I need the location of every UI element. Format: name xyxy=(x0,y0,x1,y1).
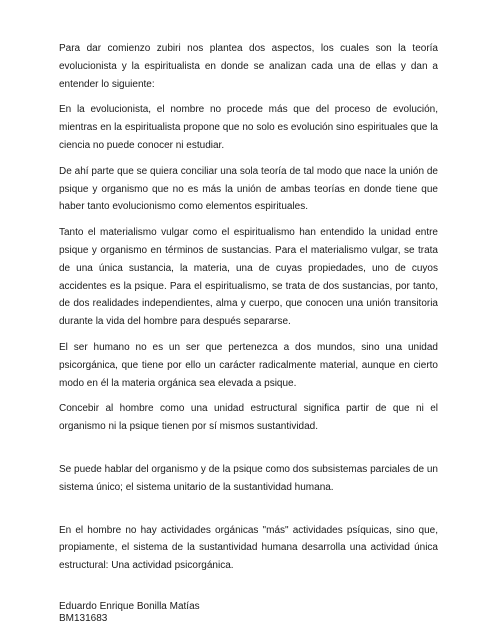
paragraph-4: Tanto el materialismo vulgar como el espiritualismo han entendido la unidad entre psique y organismo en términos de sustancias. Para el materialismo vulgar, se trata de una única sustancia, la materia, una de cuyas propiedades, uno de cuyos accidentes es la psique. Para el espiritualismo, se trata de dos sustancias, por tanto, de dos realidades independientes, alma y cuerpo, que conocen una unión transitoria durante la vida del hombre para después separarse. xyxy=(59,227,438,328)
paragraph-1: Para dar comienzo zubiri nos plantea dos aspectos, los cuales son la teoría evolucionista y la espiritualista en donde se analizan cada una de ellas y dan a entender lo siguiente: xyxy=(59,43,438,90)
paragraph-7: Se puede hablar del organismo y de la psique como dos subsistemas parciales de un sistema único; el sistema unitario de la sustantividad humana. xyxy=(59,463,438,493)
paragraph-8: En el hombre no hay actividades orgánicas "más" actividades psíquicas, sino que, propiamente, el sistema de la sustantividad humana desarrolla una actividad única estructural: Una actividad psicorgánica. xyxy=(59,524,438,572)
author-name: Eduardo Enrique Bonilla Matías xyxy=(59,600,200,612)
paragraph-2: En la evolucionista, el nombre no procede más que del proceso de evolución, mientras en la espiritualista propone que no solo es evolución sino espirituales que la ciencia no puede conocer ni estudiar. xyxy=(59,104,438,151)
author-id: BM131683 xyxy=(59,612,108,624)
document-page xyxy=(59,40,438,625)
paragraph-spacer xyxy=(59,497,438,522)
paragraph-spacer xyxy=(59,331,438,339)
paragraph-6: Concebir al hombre como una unidad estructural significa partir de que ni el organismo ni la psique tienen por sí mismos sustantividad. xyxy=(59,403,438,433)
paragraph-spacer xyxy=(59,93,438,101)
paragraph-spacer xyxy=(59,575,438,601)
paragraph-spacer xyxy=(59,155,438,163)
paragraph-spacer xyxy=(59,392,438,400)
paragraph-3: De ahí parte que se quiera conciliar una sola teoría de tal modo que nace la unión de psique y organismo que no es más la unión de ambas teorías en donde tiene que haber tanto evolucionismo como elementos espirituales. xyxy=(59,165,438,213)
paragraph-5: El ser humano no es un ser que pertenezca a dos mundos, sino una unidad psicorgánica, que tiene por ello un carácter radicalmente material, aunque en cierto modo en él la materia orgánica sea elevada a psique. xyxy=(59,341,438,389)
paragraph-spacer xyxy=(59,436,438,461)
paragraph-spacer xyxy=(59,216,438,224)
